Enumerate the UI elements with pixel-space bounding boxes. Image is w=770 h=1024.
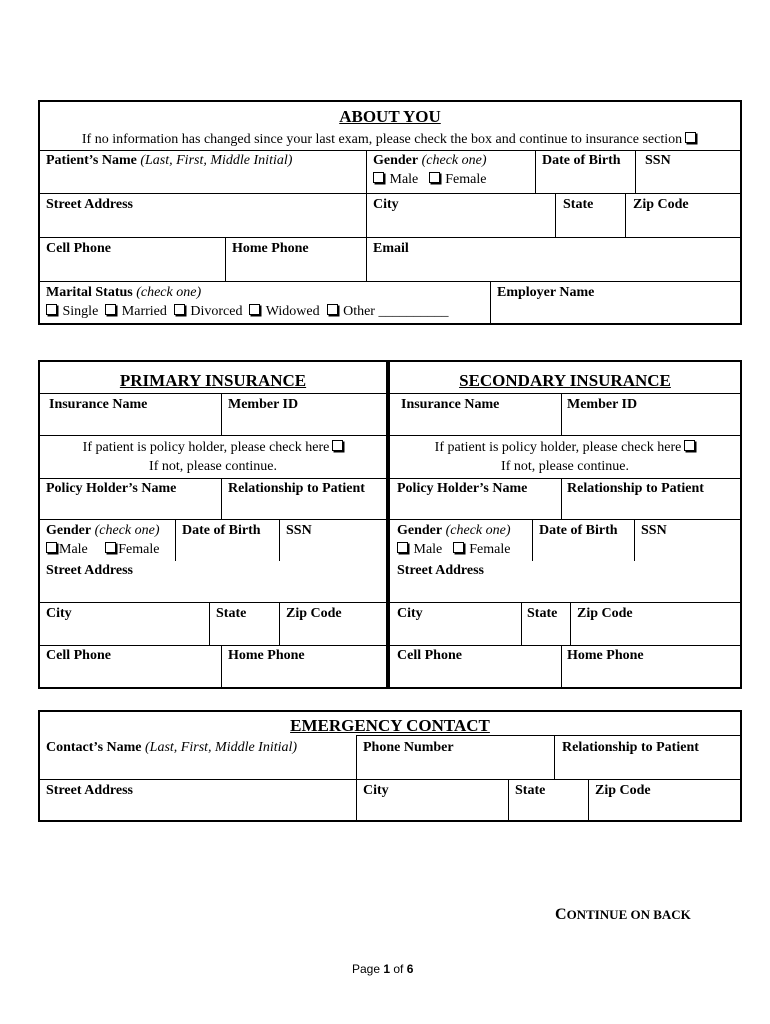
secondary-gender-options: [397, 541, 510, 558]
page-number: [352, 962, 413, 976]
married-label: Married: [121, 304, 167, 319]
secondary-ssn-label[interactable]: SSN: [641, 523, 667, 538]
divider: [366, 150, 367, 281]
primary-female-label: Female: [118, 542, 160, 557]
married-checkbox[interactable]: [105, 304, 116, 315]
divider: [555, 193, 556, 237]
primary-policy-check: [40, 439, 386, 456]
contact-name-hint: (Last, First, Middle Initial): [145, 740, 298, 755]
divider: [356, 735, 357, 820]
other-checkbox[interactable]: [327, 304, 338, 315]
patient-name-hint: (Last, First, Middle Initial): [140, 153, 293, 168]
secondary-insurance-title: SECONDARY INSURANCE: [459, 371, 671, 390]
secondary-city-label[interactable]: City: [397, 606, 423, 621]
divider: [535, 150, 536, 193]
marital-options: [46, 303, 448, 320]
secondary-policy-check-text: If patient is policy holder, please check here: [434, 440, 682, 455]
secondary-dob-label[interactable]: Date of Birth: [539, 523, 618, 538]
divider: [508, 779, 509, 820]
page-current: 1: [383, 962, 391, 976]
gender-label: Gender: [373, 153, 419, 168]
primary-gender-hint: (check one): [94, 523, 160, 538]
divider: [40, 519, 740, 520]
patient-name-field[interactable]: [46, 152, 292, 169]
divider: [625, 193, 626, 237]
primary-insurance-title: PRIMARY INSURANCE: [119, 371, 307, 390]
emergency-zip-code-label[interactable]: Zip Code: [595, 783, 651, 798]
secondary-street-address-label[interactable]: Street Address: [397, 563, 484, 578]
no-change-notice: [38, 131, 740, 148]
divider: [209, 602, 210, 645]
insurance-column-divider: [386, 362, 390, 687]
divider: [588, 779, 589, 820]
divider: [40, 237, 740, 238]
page-total: 6: [406, 962, 414, 976]
no-change-notice-text: If no information has changed since your last exam, please check the box and continue to insurance section: [81, 132, 683, 147]
ssn-label[interactable]: SSN: [645, 153, 671, 168]
divider: [40, 602, 740, 603]
marital-status-label: Marital Status: [46, 285, 133, 300]
divider: [40, 779, 740, 780]
emergency-contact-title: EMERGENCY CONTACT: [290, 716, 490, 735]
city-label[interactable]: City: [373, 197, 399, 212]
divider: [521, 602, 522, 645]
divider: [221, 478, 222, 519]
contact-name-field[interactable]: [46, 739, 297, 756]
primary-insurance-name-label[interactable]: Insurance Name: [49, 397, 148, 412]
female-checkbox[interactable]: [429, 172, 440, 183]
secondary-state-label[interactable]: State: [527, 606, 558, 621]
divider: [570, 602, 571, 645]
gender-options: [373, 171, 486, 188]
divider: [561, 478, 562, 519]
primary-female-checkbox[interactable]: [105, 542, 116, 553]
divider: [40, 193, 740, 194]
divider: [561, 645, 562, 687]
male-label: Male: [389, 172, 419, 187]
divorced-label: Divorced: [190, 304, 243, 319]
divider: [40, 281, 740, 282]
secondary-cell-phone-label[interactable]: Cell Phone: [397, 648, 462, 663]
divider: [279, 602, 280, 645]
dob-label[interactable]: Date of Birth: [542, 153, 621, 168]
patient-name-label: Patient’s Name: [46, 153, 137, 168]
divider: [221, 393, 222, 435]
secondary-gender-field: [397, 522, 511, 539]
secondary-insurance-name-label[interactable]: Insurance Name: [401, 397, 500, 412]
primary-gender-options: [46, 541, 159, 558]
marital-status-field: [46, 284, 201, 301]
primary-state-label[interactable]: State: [216, 606, 247, 621]
employer-name-label[interactable]: Employer Name: [497, 285, 595, 300]
cell-phone-label[interactable]: Cell Phone: [46, 241, 111, 256]
male-checkbox[interactable]: [373, 172, 384, 183]
divider: [561, 393, 562, 435]
page-of: of: [390, 962, 407, 976]
gender-field: [373, 152, 487, 169]
secondary-not-continue: If not, please continue.: [501, 459, 629, 474]
divider: [40, 435, 740, 436]
divider: [554, 735, 555, 779]
primary-relationship-label[interactable]: Relationship to Patient: [228, 481, 365, 496]
primary-male-label: Male: [59, 542, 88, 557]
primary-ssn-label[interactable]: SSN: [286, 523, 312, 538]
secondary-policy-holder-checkbox[interactable]: [684, 440, 695, 451]
gender-hint: (check one): [421, 153, 487, 168]
widowed-label: Widowed: [265, 304, 320, 319]
primary-home-phone-label[interactable]: Home Phone: [228, 648, 305, 663]
primary-gender-field: [46, 522, 160, 539]
widowed-checkbox[interactable]: [249, 304, 260, 315]
divider: [40, 645, 740, 646]
emergency-city-label[interactable]: City: [363, 783, 389, 798]
secondary-member-id-label[interactable]: Member ID: [567, 397, 638, 412]
other-label: Other __________: [343, 304, 449, 319]
divider: [279, 519, 280, 561]
primary-dob-label[interactable]: Date of Birth: [182, 523, 261, 538]
continue-first-letter: C: [555, 906, 567, 923]
home-phone-label[interactable]: Home Phone: [232, 241, 309, 256]
single-checkbox[interactable]: [46, 304, 57, 315]
primary-zip-code-label[interactable]: Zip Code: [286, 606, 342, 621]
emergency-relationship-label[interactable]: Relationship to Patient: [562, 740, 699, 755]
female-label: Female: [445, 172, 487, 187]
secondary-policy-check: [390, 439, 740, 456]
divider: [532, 519, 533, 561]
primary-policy-holder-name-label[interactable]: Policy Holder’s Name: [46, 481, 177, 496]
emergency-phone-label[interactable]: Phone Number: [363, 740, 454, 755]
primary-policy-check-text: If patient is policy holder, please check here: [82, 440, 330, 455]
primary-cell-phone-label[interactable]: Cell Phone: [46, 648, 111, 663]
contact-name-label: Contact’s Name: [46, 740, 142, 755]
divider: [221, 645, 222, 687]
secondary-policy-holder-name-label[interactable]: Policy Holder’s Name: [397, 481, 528, 496]
continue-on-back: [555, 906, 691, 924]
secondary-relationship-label[interactable]: Relationship to Patient: [567, 481, 704, 496]
primary-city-label[interactable]: City: [46, 606, 72, 621]
no-change-checkbox[interactable]: [685, 132, 696, 143]
secondary-female-label: Female: [469, 542, 511, 557]
continue-rest: ONTINUE ON BACK: [566, 907, 691, 922]
secondary-male-label: Male: [413, 542, 443, 557]
secondary-zip-code-label[interactable]: Zip Code: [577, 606, 633, 621]
divider: [490, 281, 491, 323]
divider: [175, 519, 176, 561]
about-you-title: ABOUT YOU: [339, 107, 441, 126]
divider: [356, 735, 740, 736]
primary-street-address-label[interactable]: Street Address: [46, 563, 133, 578]
page-prefix: Page: [352, 962, 384, 976]
emergency-street-address-label[interactable]: Street Address: [46, 783, 133, 798]
primary-male-checkbox[interactable]: [46, 542, 57, 553]
primary-not-continue: If not, please continue.: [149, 459, 277, 474]
secondary-gender-label: Gender: [397, 523, 443, 538]
zip-code-label[interactable]: Zip Code: [633, 197, 689, 212]
divider: [635, 150, 636, 193]
divider: [225, 237, 226, 281]
divider: [40, 478, 740, 479]
primary-gender-label: Gender: [46, 523, 92, 538]
secondary-gender-hint: (check one): [445, 523, 511, 538]
marital-status-hint: (check one): [136, 285, 202, 300]
divider: [634, 519, 635, 561]
secondary-female-checkbox[interactable]: [453, 542, 464, 553]
primary-policy-holder-checkbox[interactable]: [332, 440, 343, 451]
divider: [40, 393, 740, 394]
single-label: Single: [62, 304, 99, 319]
email-label[interactable]: Email: [373, 241, 409, 256]
secondary-male-checkbox[interactable]: [397, 542, 408, 553]
state-label[interactable]: State: [563, 197, 594, 212]
street-address-label[interactable]: Street Address: [46, 197, 133, 212]
emergency-state-label[interactable]: State: [515, 783, 546, 798]
primary-member-id-label[interactable]: Member ID: [228, 397, 299, 412]
secondary-home-phone-label[interactable]: Home Phone: [567, 648, 644, 663]
divorced-checkbox[interactable]: [174, 304, 185, 315]
